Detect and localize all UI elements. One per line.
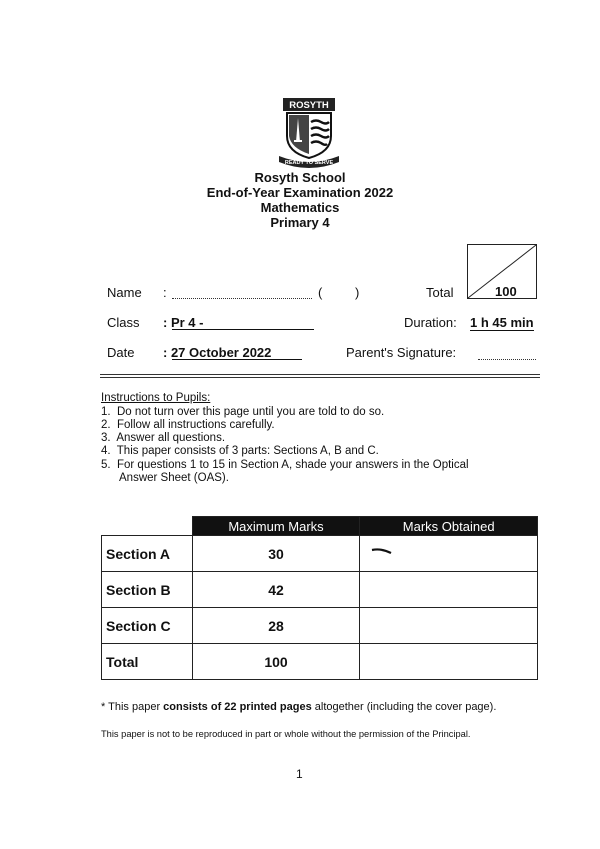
section-b-max: 42: [192, 572, 360, 608]
page-number: 1: [296, 767, 303, 781]
divider-bottom: [100, 377, 540, 378]
section-a-obtained[interactable]: [360, 536, 538, 572]
register-paren-open: (: [318, 285, 323, 300]
marks-table: [101, 516, 538, 680]
class-underline: [172, 329, 314, 330]
date-value: : 27 October 2022: [163, 345, 272, 360]
signature-field[interactable]: [478, 359, 536, 360]
name-colon: :: [163, 285, 167, 300]
section-b-label: Section B: [102, 572, 193, 608]
instruction-item-2: 2. Follow all instructions carefully.: [101, 419, 275, 431]
total-marks-box: [467, 244, 537, 299]
table-row: [102, 608, 538, 644]
date-label: Date: [107, 345, 135, 360]
section-b-obtained[interactable]: [360, 572, 538, 608]
instruction-item-4: 4. This paper consists of 3 parts: Sections A, B and C.: [101, 445, 379, 457]
pages-note-bold: consists of 22 printed pages: [163, 701, 312, 713]
instruction-item-5-continued: Answer Sheet (OAS).: [119, 472, 229, 484]
pen-mark: [369, 544, 399, 558]
copyright-note: This paper is not to be reproduced in part or whole without the permission of the Principal.: [101, 729, 471, 739]
total-row-max: 100: [192, 644, 360, 680]
instruction-item-5: 5. For questions 1 to 15 in Section A, shade your answers in the Optical: [101, 459, 469, 471]
class-label: Class: [107, 315, 140, 330]
header-marks-obtained: Marks Obtained: [360, 517, 538, 536]
signature-label: Parent's Signature:: [346, 345, 457, 360]
total-marks-value: 100: [495, 284, 517, 299]
subject-title: Mathematics: [260, 200, 340, 215]
instructions-title: Instructions to Pupils:: [101, 392, 211, 404]
instruction-item-3: 3. Answer all questions.: [101, 432, 226, 444]
header-blank-cell: [102, 517, 193, 536]
pages-note-suffix: altogether (including the cover page).: [311, 701, 497, 713]
name-label: Name: [107, 285, 142, 300]
pages-note-prefix: * This paper: [101, 701, 164, 713]
section-c-label: Section C: [102, 608, 193, 644]
pages-note: [101, 701, 496, 713]
register-paren-close: ): [355, 285, 360, 300]
section-c-obtained[interactable]: [360, 608, 538, 644]
level-title: Primary 4: [270, 215, 330, 230]
date-underline: [172, 359, 302, 360]
total-row-obtained[interactable]: [360, 644, 538, 680]
table-row: [102, 572, 538, 608]
name-field[interactable]: [172, 298, 312, 299]
marks-table-header: [102, 517, 538, 536]
exam-title: End-of-Year Examination 2022: [206, 185, 394, 200]
header-maximum-marks: Maximum Marks: [192, 517, 360, 536]
divider-top: [100, 374, 540, 375]
section-a-max: 30: [192, 536, 360, 572]
class-value: : Pr 4 -: [163, 315, 204, 330]
svg-text:ROSYTH: ROSYTH: [289, 100, 329, 111]
table-row: [102, 644, 538, 680]
total-row-label: Total: [102, 644, 193, 680]
section-a-label: Section A: [102, 536, 193, 572]
instruction-item-1: 1. Do not turn over this page until you are told to do so.: [101, 406, 385, 418]
section-c-max: 28: [192, 608, 360, 644]
svg-text:READY TO SERVE: READY TO SERVE: [284, 160, 334, 166]
duration-label: Duration:: [404, 315, 457, 330]
school-name: Rosyth School: [254, 170, 346, 185]
table-row: [102, 536, 538, 572]
school-crest-logo: [273, 96, 345, 168]
duration-value: 1 h 45 min: [470, 315, 534, 330]
total-label: Total: [426, 285, 454, 300]
